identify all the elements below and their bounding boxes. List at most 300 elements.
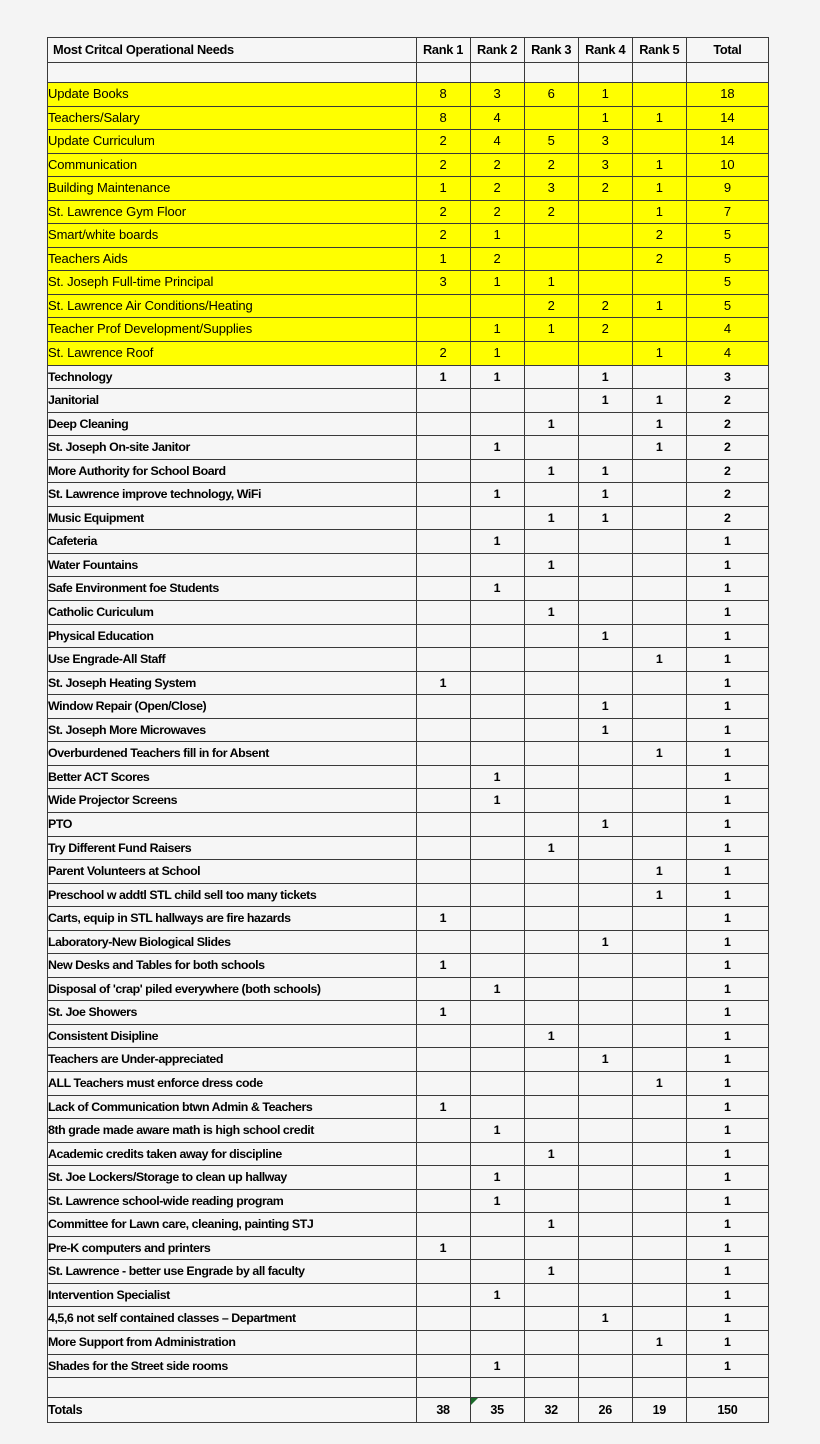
- cell-rank3: [524, 695, 578, 719]
- cell-rank4: 3: [578, 130, 632, 154]
- cell-rank1: [416, 860, 470, 884]
- row-label: St. Joe Lockers/Storage to clean up hallway: [48, 1166, 417, 1190]
- cell-total: 1: [686, 954, 768, 978]
- cell-total: 1: [686, 553, 768, 577]
- cell-rank4: [578, 765, 632, 789]
- totals-label: Totals: [48, 1398, 417, 1423]
- cell-rank2: 2: [470, 200, 524, 224]
- table-row: [48, 930, 769, 954]
- cell-total: 1: [686, 1142, 768, 1166]
- cell-total: 1: [686, 977, 768, 1001]
- table-header: [48, 38, 769, 83]
- row-label: Intervention Specialist: [48, 1283, 417, 1307]
- cell-rank4: [578, 553, 632, 577]
- cell-rank2: [470, 671, 524, 695]
- row-label: St. Joe Showers: [48, 1001, 417, 1025]
- table-row: [48, 1189, 769, 1213]
- cell-rank3: [524, 483, 578, 507]
- cell-rank5: 1: [632, 1071, 686, 1095]
- cell-rank2: 1: [470, 1119, 524, 1143]
- table-row: [48, 601, 769, 625]
- cell-rank3: [524, 718, 578, 742]
- cell-rank4: [578, 247, 632, 271]
- spacer-cell: [632, 1378, 686, 1398]
- row-label: Update Books: [48, 83, 417, 107]
- table-footer: [48, 1378, 769, 1423]
- cell-rank5: [632, 1048, 686, 1072]
- table-row: [48, 389, 769, 413]
- cell-rank4: [578, 1095, 632, 1119]
- cell-rank5: [632, 1354, 686, 1378]
- row-label: Teachers/Salary: [48, 106, 417, 130]
- row-label: St. Lawrence school-wide reading program: [48, 1189, 417, 1213]
- cell-rank5: [632, 718, 686, 742]
- table-row: [48, 294, 769, 318]
- cell-rank5: [632, 459, 686, 483]
- cell-rank4: [578, 200, 632, 224]
- row-label: Better ACT Scores: [48, 765, 417, 789]
- cell-rank3: [524, 342, 578, 366]
- cell-rank3: 1: [524, 506, 578, 530]
- cell-rank2: 1: [470, 1189, 524, 1213]
- cell-rank2: 1: [470, 577, 524, 601]
- cell-rank1: 2: [416, 342, 470, 366]
- row-label: Academic credits taken away for discipline: [48, 1142, 417, 1166]
- cell-rank4: [578, 224, 632, 248]
- cell-rank3: [524, 1283, 578, 1307]
- cell-rank1: [416, 1213, 470, 1237]
- cell-rank4: [578, 1001, 632, 1025]
- cell-rank2: 4: [470, 106, 524, 130]
- row-label: Water Fountains: [48, 553, 417, 577]
- cell-rank3: 1: [524, 271, 578, 295]
- cell-rank4: 1: [578, 483, 632, 507]
- cell-rank4: 1: [578, 389, 632, 413]
- cell-rank1: [416, 648, 470, 672]
- cell-rank1: [416, 883, 470, 907]
- cell-rank2: [470, 1048, 524, 1072]
- cell-rank2: [470, 459, 524, 483]
- cell-rank2: [470, 1236, 524, 1260]
- row-label: Laboratory-New Biological Slides: [48, 930, 417, 954]
- cell-rank5: [632, 907, 686, 931]
- cell-rank5: 1: [632, 883, 686, 907]
- table-row: [48, 765, 769, 789]
- cell-rank3: [524, 1095, 578, 1119]
- table-row: [48, 342, 769, 366]
- cell-rank5: 1: [632, 742, 686, 766]
- cell-rank3: [524, 247, 578, 271]
- cell-total: 1: [686, 907, 768, 931]
- table-row: [48, 1213, 769, 1237]
- cell-total: 1: [686, 718, 768, 742]
- cell-rank4: 3: [578, 153, 632, 177]
- cell-rank1: 2: [416, 200, 470, 224]
- cell-rank5: [632, 1024, 686, 1048]
- cell-rank5: [632, 601, 686, 625]
- table-row: [48, 1071, 769, 1095]
- cell-rank3: [524, 1307, 578, 1331]
- cell-total: 1: [686, 836, 768, 860]
- cell-rank1: 1: [416, 1095, 470, 1119]
- cell-rank5: 2: [632, 224, 686, 248]
- row-label: Janitorial: [48, 389, 417, 413]
- row-label: Pre-K computers and printers: [48, 1236, 417, 1260]
- table-row: [48, 624, 769, 648]
- table-row: [48, 860, 769, 884]
- header-row: [48, 38, 769, 63]
- cell-total: 1: [686, 1283, 768, 1307]
- cell-rank4: [578, 1024, 632, 1048]
- row-label: Wide Projector Screens: [48, 789, 417, 813]
- cell-rank3: [524, 436, 578, 460]
- table-row: [48, 954, 769, 978]
- cell-rank3: [524, 860, 578, 884]
- cell-rank4: [578, 883, 632, 907]
- cell-rank1: [416, 389, 470, 413]
- cell-rank4: 1: [578, 812, 632, 836]
- cell-rank3: [524, 954, 578, 978]
- cell-rank2: [470, 836, 524, 860]
- cell-rank1: [416, 1260, 470, 1284]
- cell-total: 5: [686, 294, 768, 318]
- cell-total: 1: [686, 577, 768, 601]
- cell-rank1: [416, 530, 470, 554]
- cell-rank2: 1: [470, 271, 524, 295]
- cell-rank5: [632, 624, 686, 648]
- cell-rank3: [524, 106, 578, 130]
- cell-rank3: [524, 883, 578, 907]
- cell-rank4: [578, 1142, 632, 1166]
- cell-rank5: [632, 365, 686, 389]
- cell-rank5: 1: [632, 294, 686, 318]
- cell-total: 14: [686, 106, 768, 130]
- cell-rank1: [416, 506, 470, 530]
- table-row: [48, 836, 769, 860]
- spacer-row-bottom: [48, 1378, 769, 1398]
- cell-rank2: 1: [470, 530, 524, 554]
- cell-rank2: 3: [470, 83, 524, 107]
- cell-rank5: 1: [632, 153, 686, 177]
- spacer-cell: [524, 63, 578, 83]
- cell-rank1: [416, 1283, 470, 1307]
- table-row: [48, 106, 769, 130]
- table-row: [48, 1166, 769, 1190]
- cell-total: 4: [686, 342, 768, 366]
- cell-total: 10: [686, 153, 768, 177]
- cell-rank4: 1: [578, 365, 632, 389]
- cell-rank1: [416, 765, 470, 789]
- table-row: [48, 153, 769, 177]
- cell-rank4: [578, 648, 632, 672]
- cell-rank3: [524, 1071, 578, 1095]
- cell-rank5: [632, 671, 686, 695]
- cell-total: 1: [686, 1189, 768, 1213]
- cell-rank5: 1: [632, 1330, 686, 1354]
- cell-rank4: [578, 977, 632, 1001]
- cell-rank1: [416, 624, 470, 648]
- row-label: Disposal of 'crap' piled everywhere (both schools): [48, 977, 417, 1001]
- row-label: Physical Education: [48, 624, 417, 648]
- cell-rank2: 1: [470, 977, 524, 1001]
- cell-rank3: [524, 1354, 578, 1378]
- cell-rank1: 3: [416, 271, 470, 295]
- row-label: Smart/white boards: [48, 224, 417, 248]
- cell-rank4: [578, 860, 632, 884]
- cell-rank3: [524, 671, 578, 695]
- cell-rank1: [416, 1119, 470, 1143]
- cell-rank5: [632, 789, 686, 813]
- spacer-cell: [524, 1378, 578, 1398]
- cell-rank1: [416, 318, 470, 342]
- cell-rank3: [524, 1236, 578, 1260]
- cell-total: 7: [686, 200, 768, 224]
- cell-rank5: 2: [632, 247, 686, 271]
- cell-total: 3: [686, 365, 768, 389]
- cell-rank4: [578, 601, 632, 625]
- cell-rank2: 1: [470, 436, 524, 460]
- cell-rank2: 2: [470, 153, 524, 177]
- cell-rank2: [470, 1213, 524, 1237]
- cell-rank5: [632, 930, 686, 954]
- cell-total: 2: [686, 483, 768, 507]
- cell-total: 1: [686, 671, 768, 695]
- row-label: 8th grade made aware math is high school credit: [48, 1119, 417, 1143]
- spacer-cell: [470, 63, 524, 83]
- cell-total: 1: [686, 883, 768, 907]
- cell-total: 1: [686, 1119, 768, 1143]
- cell-total: 1: [686, 930, 768, 954]
- cell-rank3: 1: [524, 553, 578, 577]
- row-label: Teachers Aids: [48, 247, 417, 271]
- row-label: Window Repair (Open/Close): [48, 695, 417, 719]
- cell-rank2: [470, 695, 524, 719]
- cell-total: 2: [686, 436, 768, 460]
- row-label: Teachers are Under-appreciated: [48, 1048, 417, 1072]
- cell-rank3: 2: [524, 294, 578, 318]
- table-row: [48, 1001, 769, 1025]
- cell-rank1: 1: [416, 1001, 470, 1025]
- cell-total: 1: [686, 1213, 768, 1237]
- cell-rank5: [632, 812, 686, 836]
- cell-rank5: [632, 1166, 686, 1190]
- cell-total: 1: [686, 624, 768, 648]
- cell-rank3: 6: [524, 83, 578, 107]
- table-row: [48, 130, 769, 154]
- cell-rank1: [416, 695, 470, 719]
- cell-rank5: 1: [632, 106, 686, 130]
- cell-rank4: [578, 271, 632, 295]
- table-row: [48, 1236, 769, 1260]
- table-row: [48, 671, 769, 695]
- row-label: Safe Environment foe Students: [48, 577, 417, 601]
- column-header-rank2[interactable]: Rank 2: [470, 38, 524, 63]
- spacer-row-top: [48, 63, 769, 83]
- cell-rank3: [524, 648, 578, 672]
- cell-total: 1: [686, 1001, 768, 1025]
- totals-grand-total: 150: [686, 1398, 768, 1423]
- cell-rank1: [416, 789, 470, 813]
- row-label: St. Lawrence improve technology, WiFi: [48, 483, 417, 507]
- row-label: Parent Volunteers at School: [48, 860, 417, 884]
- row-label: St. Joseph On-site Janitor: [48, 436, 417, 460]
- cell-total: 1: [686, 648, 768, 672]
- cell-rank3: 1: [524, 412, 578, 436]
- cell-rank4: 1: [578, 506, 632, 530]
- cell-total: 2: [686, 389, 768, 413]
- cell-rank2: [470, 1071, 524, 1095]
- cell-rank4: [578, 1236, 632, 1260]
- column-header-rank4[interactable]: Rank 4: [578, 38, 632, 63]
- cell-rank1: 1: [416, 365, 470, 389]
- cell-rank5: 1: [632, 177, 686, 201]
- row-label: Communication: [48, 153, 417, 177]
- cell-rank3: [524, 789, 578, 813]
- cell-total: 1: [686, 1024, 768, 1048]
- table-row: [48, 247, 769, 271]
- row-label: St. Joseph More Microwaves: [48, 718, 417, 742]
- column-header-rank1[interactable]: Rank 1: [416, 38, 470, 63]
- totals-rank3: 32: [524, 1398, 578, 1423]
- table-row: [48, 177, 769, 201]
- cell-rank2: 1: [470, 789, 524, 813]
- table-row: [48, 577, 769, 601]
- table-row: [48, 365, 769, 389]
- cell-rank2: 1: [470, 224, 524, 248]
- cell-rank3: 2: [524, 200, 578, 224]
- cell-rank1: 1: [416, 247, 470, 271]
- cell-rank1: [416, 718, 470, 742]
- cell-rank5: 1: [632, 200, 686, 224]
- spacer-cell: [686, 63, 768, 83]
- cell-rank2: 1: [470, 1283, 524, 1307]
- spacer-cell: [686, 1378, 768, 1398]
- cell-rank3: [524, 1330, 578, 1354]
- cell-rank5: 1: [632, 648, 686, 672]
- cell-rank5: [632, 1307, 686, 1331]
- cell-rank3: 1: [524, 1024, 578, 1048]
- cell-rank4: [578, 1071, 632, 1095]
- totals-rank5: 19: [632, 1398, 686, 1423]
- cell-rank3: [524, 907, 578, 931]
- cell-rank4: [578, 342, 632, 366]
- cell-total: 1: [686, 742, 768, 766]
- table-row: [48, 789, 769, 813]
- cell-rank2: [470, 553, 524, 577]
- table-row: [48, 1354, 769, 1378]
- cell-rank1: [416, 1166, 470, 1190]
- cell-rank4: [578, 1260, 632, 1284]
- cell-rank4: [578, 1213, 632, 1237]
- cell-rank5: 1: [632, 389, 686, 413]
- table-row: [48, 459, 769, 483]
- cell-rank3: 1: [524, 1213, 578, 1237]
- cell-rank4: [578, 1119, 632, 1143]
- spacer-cell: [416, 1378, 470, 1398]
- cell-rank2: [470, 930, 524, 954]
- cell-rank5: [632, 954, 686, 978]
- cell-rank2: [470, 412, 524, 436]
- row-label: ALL Teachers must enforce dress code: [48, 1071, 417, 1095]
- cell-rank5: [632, 577, 686, 601]
- cell-rank1: [416, 1071, 470, 1095]
- cell-rank1: [416, 836, 470, 860]
- cell-rank5: [632, 506, 686, 530]
- table-row: [48, 483, 769, 507]
- cell-rank5: [632, 977, 686, 1001]
- row-label: St. Joseph Full-time Principal: [48, 271, 417, 295]
- row-label: Cafeteria: [48, 530, 417, 554]
- cell-total: 5: [686, 271, 768, 295]
- cell-rank4: [578, 577, 632, 601]
- table-row: [48, 648, 769, 672]
- cell-rank3: 2: [524, 153, 578, 177]
- cell-rank4: [578, 954, 632, 978]
- row-label: St. Lawrence Gym Floor: [48, 200, 417, 224]
- row-label: Use Engrade-All Staff: [48, 648, 417, 672]
- cell-rank4: [578, 412, 632, 436]
- cell-rank5: [632, 530, 686, 554]
- cell-total: 5: [686, 224, 768, 248]
- row-label: More Support from Administration: [48, 1330, 417, 1354]
- cell-rank4: [578, 1283, 632, 1307]
- cell-rank4: 1: [578, 695, 632, 719]
- column-header-needs[interactable]: Most Critcal Operational Needs: [48, 38, 417, 63]
- cell-rank4: 1: [578, 459, 632, 483]
- table-row: [48, 412, 769, 436]
- cell-rank2: [470, 624, 524, 648]
- spacer-cell: [416, 63, 470, 83]
- cell-rank5: [632, 836, 686, 860]
- cell-rank2: [470, 860, 524, 884]
- table-row: [48, 742, 769, 766]
- cell-rank2: [470, 1095, 524, 1119]
- cell-total: 1: [686, 695, 768, 719]
- column-header-total[interactable]: Total: [686, 38, 768, 63]
- table-row: [48, 1260, 769, 1284]
- row-label: Shades for the Street side rooms: [48, 1354, 417, 1378]
- cell-rank4: 1: [578, 930, 632, 954]
- cell-rank3: 1: [524, 459, 578, 483]
- cell-rank3: [524, 365, 578, 389]
- row-label: Music Equipment: [48, 506, 417, 530]
- cell-rank3: [524, 577, 578, 601]
- cell-rank2: [470, 1330, 524, 1354]
- cell-rank2: 1: [470, 365, 524, 389]
- table-row: [48, 271, 769, 295]
- cell-rank4: [578, 1330, 632, 1354]
- cell-total: 1: [686, 601, 768, 625]
- cell-rank5: 1: [632, 436, 686, 460]
- cell-rank5: 1: [632, 342, 686, 366]
- cell-rank4: [578, 789, 632, 813]
- cell-rank4: [578, 1166, 632, 1190]
- cell-rank5: [632, 765, 686, 789]
- table-row: [48, 718, 769, 742]
- table-row: [48, 812, 769, 836]
- column-header-rank5[interactable]: Rank 5: [632, 38, 686, 63]
- cell-rank2: 1: [470, 483, 524, 507]
- cell-total: 1: [686, 1166, 768, 1190]
- row-label: More Authority for School Board: [48, 459, 417, 483]
- cell-total: 14: [686, 130, 768, 154]
- cell-rank5: [632, 130, 686, 154]
- row-label: Overburdened Teachers fill in for Absent: [48, 742, 417, 766]
- totals-rank1: 38: [416, 1398, 470, 1423]
- cell-total: 2: [686, 412, 768, 436]
- cell-total: 1: [686, 1260, 768, 1284]
- column-header-rank3[interactable]: Rank 3: [524, 38, 578, 63]
